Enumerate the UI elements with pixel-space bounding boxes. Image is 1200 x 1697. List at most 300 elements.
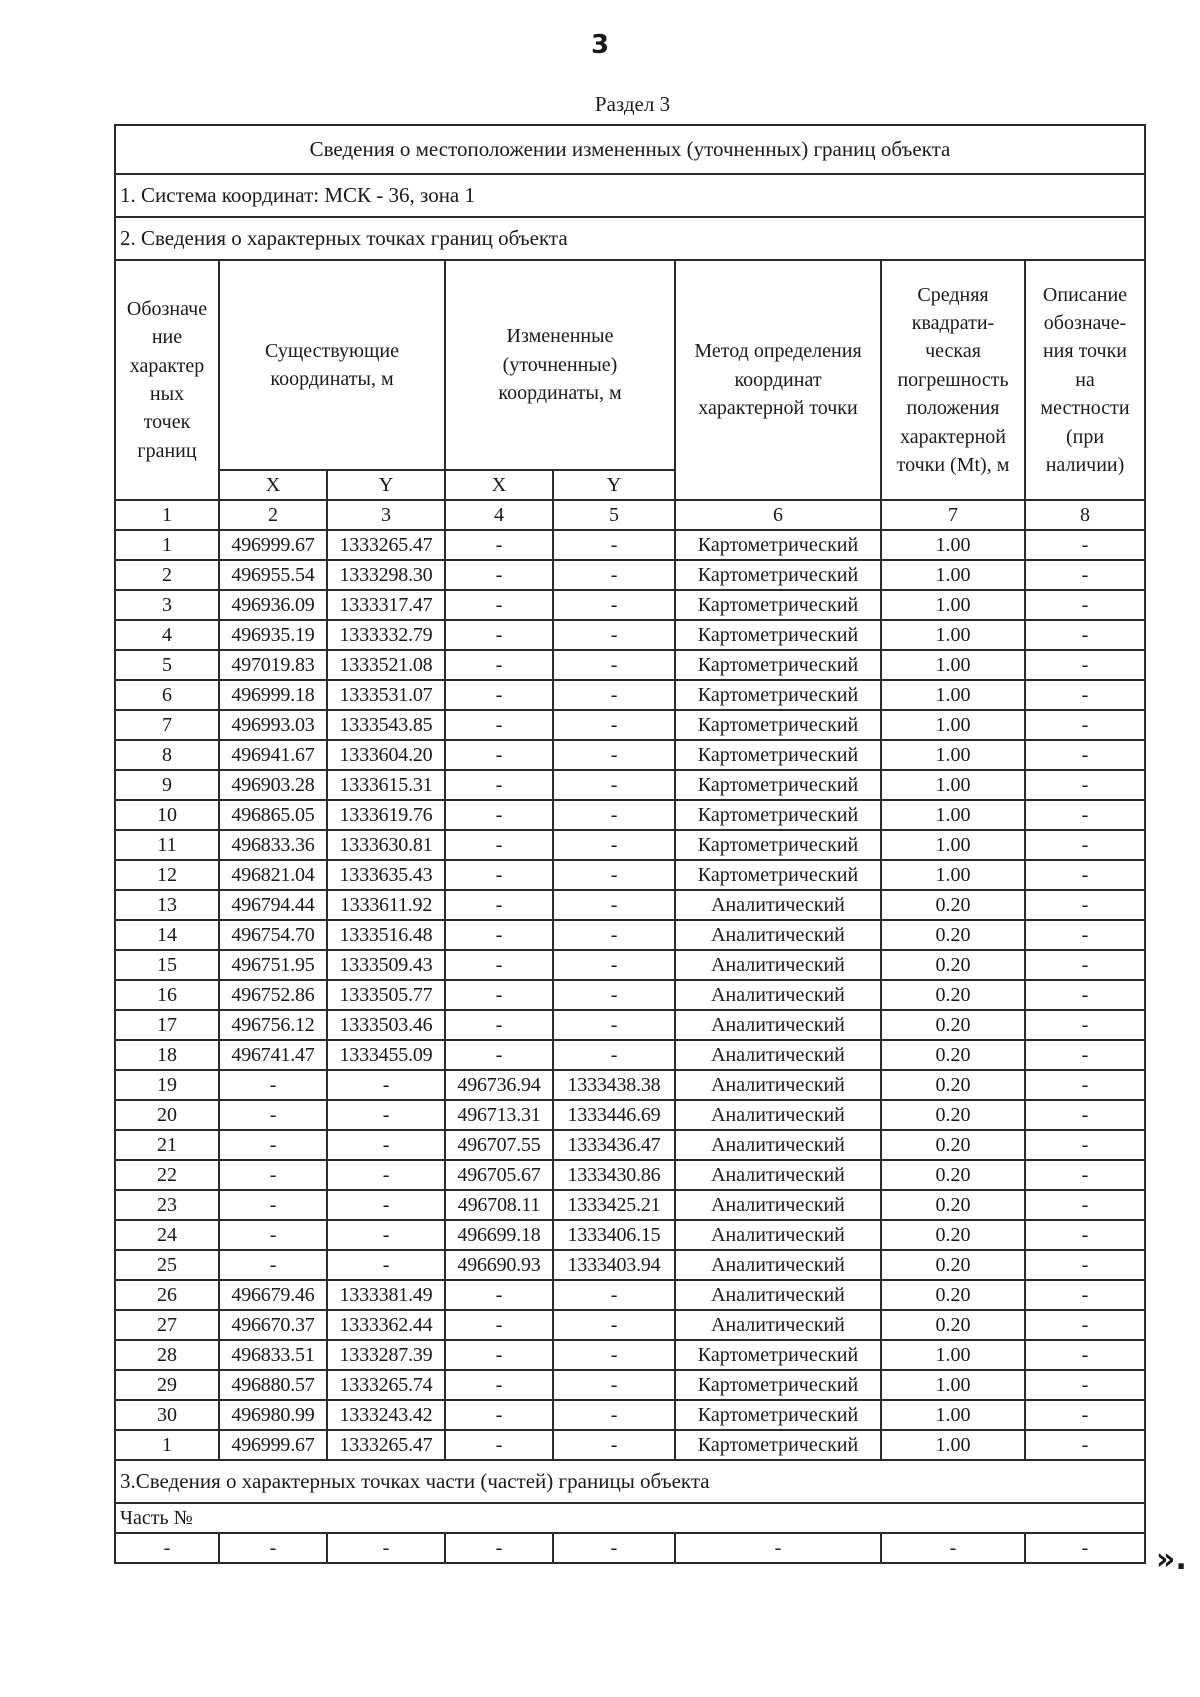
changed-x-cell: - [445,1280,553,1310]
table-row [115,650,1145,680]
description-cell: - [1025,1430,1145,1460]
changed-y-cell: - [553,740,675,770]
existing-y-cell: 1333265.74 [327,1370,445,1400]
changed-y-cell: - [553,530,675,560]
existing-y-cell: 1333521.08 [327,650,445,680]
changed-x-cell: 496736.94 [445,1070,553,1100]
changed-y-cell: - [553,620,675,650]
changed-y-cell: - [553,1010,675,1040]
parts-row [115,1533,1145,1563]
accuracy-cell: 1.00 [881,620,1025,650]
changed-y-cell: - [553,710,675,740]
description-cell: - [1025,1220,1145,1250]
changed-x-cell: 496699.18 [445,1220,553,1250]
existing-x-cell: 496999.67 [219,1430,327,1460]
table-row [115,1370,1145,1400]
points-heading: 2. Сведения о характерных точках границ объекта [115,217,1145,260]
description-cell: - [1025,740,1145,770]
changed-y-cell: - [553,1310,675,1340]
description-cell: - [1025,950,1145,980]
method-cell: Картометрический [675,680,881,710]
existing-y-cell: 1333630.81 [327,830,445,860]
method-cell: Картометрический [675,620,881,650]
method-cell: Картометрический [675,560,881,590]
method-cell: Аналитический [675,950,881,980]
description-cell: - [1025,650,1145,680]
changed-x-cell: - [445,1040,553,1070]
description-cell: - [1025,1400,1145,1430]
method-cell: Картометрический [675,830,881,860]
changed-x-cell: - [445,1370,553,1400]
existing-x-cell: 496941.67 [219,740,327,770]
changed-y-cell: - [553,1280,675,1310]
description-cell: - [1025,1010,1145,1040]
existing-y-cell: 1333362.44 [327,1310,445,1340]
existing-y-cell: 1333505.77 [327,980,445,1010]
existing-x-cell: - [219,1250,327,1280]
point-number-cell: 10 [115,800,219,830]
table-row [115,1400,1145,1430]
accuracy-cell: 0.20 [881,1220,1025,1250]
table-row [115,1250,1145,1280]
changed-y-cell: - [553,890,675,920]
table-row [115,1010,1145,1040]
method-cell: Аналитический [675,1160,881,1190]
changed-x-cell: - [445,1310,553,1340]
point-number-cell: 30 [115,1400,219,1430]
method-cell: Картометрический [675,1370,881,1400]
header-method: Метод определения координат характерной точки [675,260,881,500]
method-cell: Картометрический [675,860,881,890]
description-cell: - [1025,1190,1145,1220]
table-row [115,830,1145,860]
boundary-points-table [114,124,1146,1564]
table-row [115,920,1145,950]
point-number-cell: 16 [115,980,219,1010]
existing-y-cell: 1333516.48 [327,920,445,950]
existing-y-cell: 1333298.30 [327,560,445,590]
changed-x-cell: - [445,620,553,650]
table-row [115,890,1145,920]
description-cell: - [1025,800,1145,830]
existing-x-cell: - [219,1130,327,1160]
existing-y-cell: - [327,1250,445,1280]
table-row [115,680,1145,710]
existing-x-cell: 496741.47 [219,1040,327,1070]
accuracy-cell: 0.20 [881,1010,1025,1040]
header-changed-x: X [445,470,553,500]
changed-y-cell: - [553,680,675,710]
accuracy-cell: 0.20 [881,1190,1025,1220]
changed-x-cell: - [445,530,553,560]
existing-x-cell: 496865.05 [219,800,327,830]
changed-y-cell: 1333446.69 [553,1100,675,1130]
table-row [115,710,1145,740]
header-existing-y: Y [327,470,445,500]
parts-cell: - [327,1533,445,1563]
existing-y-cell: - [327,1220,445,1250]
method-cell: Картометрический [675,1430,881,1460]
point-number-cell: 25 [115,1250,219,1280]
existing-y-cell: 1333381.49 [327,1280,445,1310]
method-cell: Картометрический [675,740,881,770]
point-number-cell: 13 [115,890,219,920]
existing-y-cell: - [327,1100,445,1130]
existing-x-cell: 496833.51 [219,1340,327,1370]
changed-x-cell: - [445,1430,553,1460]
description-cell: - [1025,1310,1145,1340]
existing-y-cell: 1333332.79 [327,620,445,650]
changed-x-cell: - [445,680,553,710]
method-cell: Аналитический [675,1220,881,1250]
accuracy-cell: 0.20 [881,1250,1025,1280]
existing-x-cell: 497019.83 [219,650,327,680]
changed-x-cell: 496713.31 [445,1100,553,1130]
description-cell: - [1025,680,1145,710]
point-number-cell: 22 [115,1160,219,1190]
point-number-cell: 20 [115,1100,219,1130]
point-number-cell: 17 [115,1010,219,1040]
existing-x-cell: - [219,1160,327,1190]
changed-y-cell: - [553,920,675,950]
accuracy-cell: 1.00 [881,800,1025,830]
method-cell: Аналитический [675,890,881,920]
method-cell: Аналитический [675,1100,881,1130]
parts-cell: - [1025,1533,1145,1563]
existing-y-cell: - [327,1160,445,1190]
description-cell: - [1025,830,1145,860]
table-row [115,770,1145,800]
existing-x-cell: - [219,1190,327,1220]
method-cell: Картометрический [675,800,881,830]
point-number-cell: 8 [115,740,219,770]
changed-y-cell: 1333425.21 [553,1190,675,1220]
coordinate-system: 1. Система координат: МСК - 36, зона 1 [115,174,1145,217]
changed-x-cell: - [445,1400,553,1430]
column-number: 8 [1025,500,1145,530]
point-number-cell: 23 [115,1190,219,1220]
accuracy-cell: 1.00 [881,650,1025,680]
point-number-cell: 14 [115,920,219,950]
description-cell: - [1025,1250,1145,1280]
changed-x-cell: 496707.55 [445,1130,553,1160]
accuracy-cell: 1.00 [881,830,1025,860]
method-cell: Картометрический [675,770,881,800]
existing-y-cell: 1333543.85 [327,710,445,740]
parts-cell: - [445,1533,553,1563]
changed-y-cell: - [553,560,675,590]
column-number: 6 [675,500,881,530]
description-cell: - [1025,560,1145,590]
table-row [115,1130,1145,1160]
point-number-cell: 11 [115,830,219,860]
description-cell: - [1025,530,1145,560]
accuracy-cell: 0.20 [881,1280,1025,1310]
accuracy-cell: 1.00 [881,1370,1025,1400]
existing-x-cell: 496903.28 [219,770,327,800]
changed-y-cell: - [553,980,675,1010]
method-cell: Картометрический [675,590,881,620]
accuracy-cell: 0.20 [881,980,1025,1010]
existing-x-cell: 496935.19 [219,620,327,650]
method-cell: Картометрический [675,1400,881,1430]
changed-y-cell: - [553,1430,675,1460]
changed-y-cell: - [553,1400,675,1430]
accuracy-cell: 0.20 [881,1100,1025,1130]
existing-x-cell: 496679.46 [219,1280,327,1310]
header-description: Описание обозначе- ния точки на местности (при наличии) [1025,260,1145,500]
parts-cell: - [553,1533,675,1563]
method-cell: Аналитический [675,920,881,950]
point-number-cell: 1 [115,1430,219,1460]
method-cell: Аналитический [675,1250,881,1280]
changed-x-cell: - [445,590,553,620]
changed-y-cell: 1333436.47 [553,1130,675,1160]
column-number-row [115,500,1145,530]
table-row [115,1220,1145,1250]
point-number-cell: 6 [115,680,219,710]
description-cell: - [1025,1160,1145,1190]
section-title: Раздел 3 [594,92,671,116]
changed-x-cell: - [445,860,553,890]
method-cell: Аналитический [675,1130,881,1160]
changed-y-cell: - [553,1040,675,1070]
method-cell: Картометрический [675,1340,881,1370]
description-cell: - [1025,1340,1145,1370]
accuracy-cell: 1.00 [881,710,1025,740]
table-row [115,560,1145,590]
table-row [115,1280,1145,1310]
point-number-cell: 7 [115,710,219,740]
point-number-cell: 21 [115,1130,219,1160]
changed-x-cell: - [445,830,553,860]
column-number: 4 [445,500,553,530]
table-row [115,1190,1145,1220]
table-row [115,1340,1145,1370]
changed-y-cell: - [553,800,675,830]
changed-y-cell: - [553,650,675,680]
existing-x-cell: 496756.12 [219,1010,327,1040]
header-point-designation: Обозначе ние характер ных точек границ [115,260,219,500]
changed-x-cell: - [445,800,553,830]
description-cell: - [1025,590,1145,620]
existing-y-cell: 1333531.07 [327,680,445,710]
closing-quote-mark: ». [1156,1542,1187,1577]
point-number-cell: 9 [115,770,219,800]
existing-y-cell: 1333619.76 [327,800,445,830]
existing-y-cell: 1333265.47 [327,530,445,560]
point-number-cell: 12 [115,860,219,890]
part-number-label: Часть № [115,1503,1145,1533]
existing-x-cell: - [219,1070,327,1100]
changed-x-cell: - [445,710,553,740]
description-cell: - [1025,890,1145,920]
method-cell: Аналитический [675,1310,881,1340]
changed-y-cell: 1333438.38 [553,1070,675,1100]
existing-y-cell: - [327,1070,445,1100]
description-cell: - [1025,1070,1145,1100]
header-changed-coordinates: Измененные (уточненные) координаты, м [445,260,675,470]
description-cell: - [1025,1280,1145,1310]
changed-x-cell: - [445,560,553,590]
method-cell: Аналитический [675,1280,881,1310]
description-cell: - [1025,1100,1145,1130]
existing-x-cell: 496955.54 [219,560,327,590]
parts-cell: - [881,1533,1025,1563]
point-number-cell: 26 [115,1280,219,1310]
description-cell: - [1025,980,1145,1010]
header-existing-x: X [219,470,327,500]
changed-x-cell: - [445,1340,553,1370]
table-row [115,800,1145,830]
header-accuracy: Средняя квадрати- ческая погрешность положения характерной точки (Mt), м [881,260,1025,500]
changed-y-cell: - [553,830,675,860]
existing-x-cell: 496833.36 [219,830,327,860]
accuracy-cell: 0.20 [881,920,1025,950]
existing-y-cell: 1333615.31 [327,770,445,800]
existing-x-cell: 496993.03 [219,710,327,740]
table-row [115,740,1145,770]
existing-y-cell: 1333455.09 [327,1040,445,1070]
point-number-cell: 29 [115,1370,219,1400]
description-cell: - [1025,1130,1145,1160]
method-cell: Аналитический [675,980,881,1010]
point-number-cell: 28 [115,1340,219,1370]
changed-y-cell: 1333406.15 [553,1220,675,1250]
existing-y-cell: 1333604.20 [327,740,445,770]
existing-x-cell: 496794.44 [219,890,327,920]
existing-x-cell: - [219,1220,327,1250]
header-changed-y: Y [553,470,675,500]
changed-y-cell: 1333430.86 [553,1160,675,1190]
table-row [115,1040,1145,1070]
existing-x-cell: 496670.37 [219,1310,327,1340]
existing-x-cell: 496880.57 [219,1370,327,1400]
method-cell: Аналитический [675,1010,881,1040]
table-row [115,1100,1145,1130]
table-row [115,590,1145,620]
accuracy-cell: 0.20 [881,950,1025,980]
accuracy-cell: 1.00 [881,680,1025,710]
header-existing-coordinates: Существующие координаты, м [219,260,445,470]
changed-x-cell: - [445,950,553,980]
changed-y-cell: 1333403.94 [553,1250,675,1280]
description-cell: - [1025,860,1145,890]
accuracy-cell: 0.20 [881,1160,1025,1190]
parts-cell: - [219,1533,327,1563]
table-title: Сведения о местоположении измененных (уточненных) границ объекта [115,125,1145,174]
existing-x-cell: 496754.70 [219,920,327,950]
method-cell: Картометрический [675,650,881,680]
existing-x-cell: 496999.67 [219,530,327,560]
changed-x-cell: 496690.93 [445,1250,553,1280]
existing-y-cell: 1333287.39 [327,1340,445,1370]
accuracy-cell: 1.00 [881,1340,1025,1370]
description-cell: - [1025,1040,1145,1070]
existing-x-cell: 496936.09 [219,590,327,620]
accuracy-cell: 0.20 [881,1310,1025,1340]
existing-y-cell: 1333243.42 [327,1400,445,1430]
description-cell: - [1025,770,1145,800]
accuracy-cell: 0.20 [881,1070,1025,1100]
point-number-cell: 15 [115,950,219,980]
description-cell: - [1025,920,1145,950]
accuracy-cell: 1.00 [881,560,1025,590]
existing-x-cell: 496751.95 [219,950,327,980]
point-number-cell: 24 [115,1220,219,1250]
point-number-cell: 1 [115,530,219,560]
accuracy-cell: 0.20 [881,1040,1025,1070]
table-row [115,1430,1145,1460]
accuracy-cell: 0.20 [881,890,1025,920]
parts-heading: 3.Сведения о характерных точках части (частей) границы объекта [115,1460,1145,1503]
table-row [115,1070,1145,1100]
changed-x-cell: - [445,980,553,1010]
description-cell: - [1025,1370,1145,1400]
table-row [115,980,1145,1010]
changed-x-cell: - [445,890,553,920]
existing-y-cell: 1333317.47 [327,590,445,620]
existing-x-cell: 496999.18 [219,680,327,710]
existing-y-cell: 1333509.43 [327,950,445,980]
point-number-cell: 3 [115,590,219,620]
method-cell: Картометрический [675,710,881,740]
method-cell: Аналитический [675,1190,881,1220]
point-number-cell: 4 [115,620,219,650]
existing-y-cell: - [327,1190,445,1220]
column-number: 7 [881,500,1025,530]
parts-cell: - [675,1533,881,1563]
description-cell: - [1025,620,1145,650]
accuracy-cell: 1.00 [881,590,1025,620]
column-number: 1 [115,500,219,530]
existing-x-cell: 496752.86 [219,980,327,1010]
changed-x-cell: - [445,1010,553,1040]
existing-y-cell: 1333503.46 [327,1010,445,1040]
accuracy-cell: 1.00 [881,1400,1025,1430]
existing-y-cell: 1333635.43 [327,860,445,890]
accuracy-cell: 1.00 [881,1430,1025,1460]
column-number: 5 [553,500,675,530]
changed-x-cell: - [445,650,553,680]
point-number-cell: 19 [115,1070,219,1100]
method-cell: Аналитический [675,1040,881,1070]
changed-x-cell: 496708.11 [445,1190,553,1220]
point-number-cell: 2 [115,560,219,590]
point-number-cell: 5 [115,650,219,680]
changed-x-cell: - [445,740,553,770]
accuracy-cell: 1.00 [881,770,1025,800]
method-cell: Аналитический [675,1070,881,1100]
accuracy-cell: 1.00 [881,740,1025,770]
existing-x-cell: 496980.99 [219,1400,327,1430]
existing-x-cell: 496821.04 [219,860,327,890]
changed-y-cell: - [553,1340,675,1370]
changed-y-cell: - [553,860,675,890]
accuracy-cell: 1.00 [881,530,1025,560]
table-row [115,860,1145,890]
page-number: 3 [590,30,610,60]
description-cell: - [1025,710,1145,740]
point-number-cell: 27 [115,1310,219,1340]
point-number-cell: 18 [115,1040,219,1070]
parts-cell: - [115,1533,219,1563]
existing-x-cell: - [219,1100,327,1130]
changed-y-cell: - [553,590,675,620]
table-row [115,1310,1145,1340]
column-number: 3 [327,500,445,530]
method-cell: Картометрический [675,530,881,560]
